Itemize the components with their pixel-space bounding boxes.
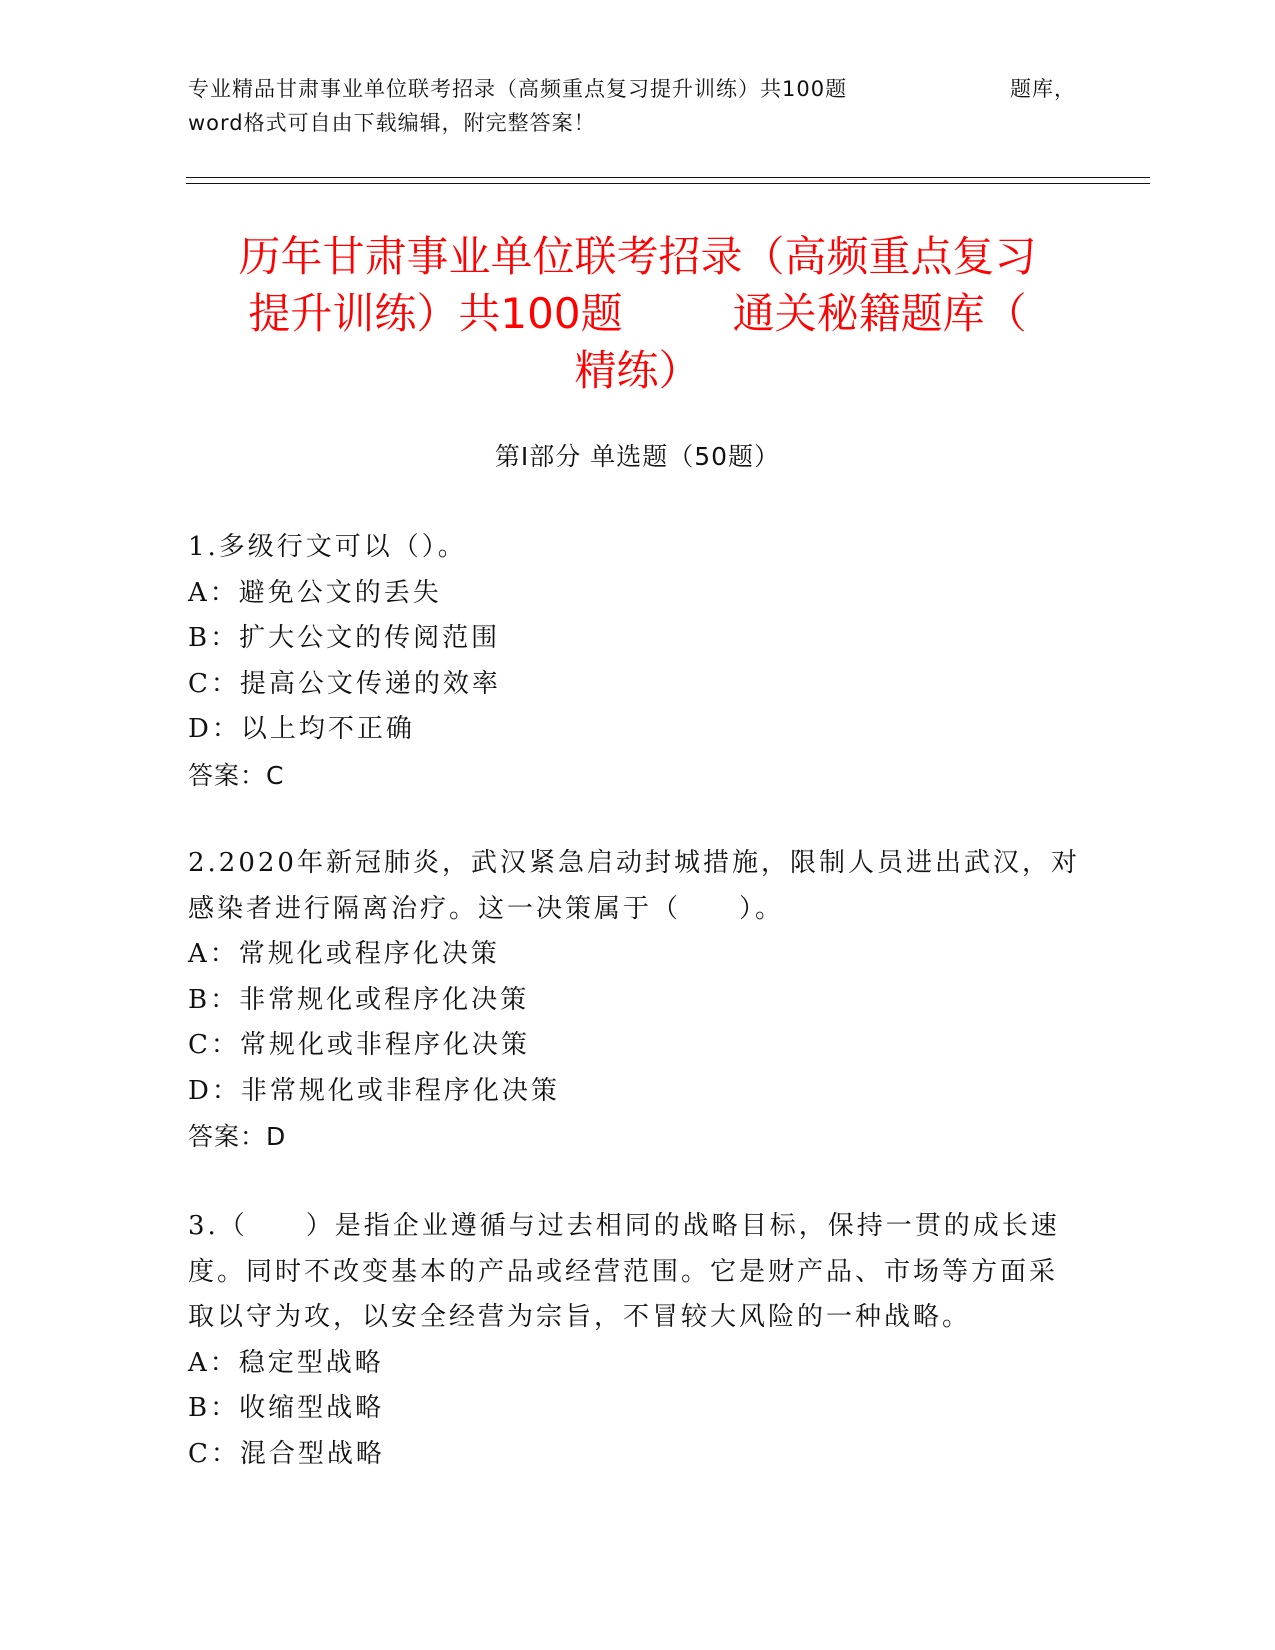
header-divider-top [186, 177, 1150, 178]
question-stem: 2.2020年新冠肺炎，武汉紧急启动封城措施，限制人员进出武汉，对 [188, 848, 1080, 878]
option-a: A：常规化或程序化决策 [188, 939, 500, 969]
header-line-1: 专业精品甘肃事业单位联考招录（高频重点复习提升训练）共100题 [188, 77, 848, 101]
document-title [150, 228, 1125, 399]
header-line-1-right: 题库， [1010, 77, 1076, 101]
option-c: C：混合型战略 [188, 1438, 385, 1469]
title-line-2 [150, 285, 1125, 342]
option-b: B：扩大公文的传阅范围 [188, 623, 501, 653]
question-stem: 取以守为攻，以安全经营为宗旨，不冒较大风险的一种战略。 [188, 1302, 972, 1332]
option-d: D：非常规化或非程序化决策 [188, 1075, 560, 1106]
option-c: C：提高公文传递的效率 [188, 668, 501, 699]
title-line-1: 历年甘肃事业单位联考招录（高频重点复习 [238, 232, 1037, 281]
option-b: B：收缩型战略 [188, 1393, 385, 1423]
question-stem: 感染者进行隔离治疗。这一决策属于（ ）。 [188, 893, 785, 924]
option-a: A：稳定型战略 [188, 1347, 384, 1378]
section-title: 第I部分 单选题（50题） [494, 442, 781, 471]
question-2 [188, 841, 1080, 1160]
question-stem: 度。同时不改变基本的产品或经营范围。它是财产品、市场等方面采 [188, 1256, 1059, 1287]
header-line-2: word格式可自由下载编辑，附完整答案！ [188, 111, 596, 135]
question-1 [188, 525, 1068, 798]
title-line-3: 精练） [574, 346, 701, 395]
answer: 答案：D [188, 1122, 287, 1151]
title-line-2-part-b: 通关秘籍题库（ [732, 289, 1027, 338]
option-a: A：避免公文的丢失 [188, 577, 442, 608]
question-stem: 1.多级行文可以（）。 [188, 532, 467, 562]
option-d: D：以上均不正确 [188, 714, 415, 744]
question-3 [188, 1204, 1068, 1477]
question-stem: 3.（ ）是指企业遵循与过去相同的战略目标，保持一贯的成长速 [188, 1211, 1060, 1241]
option-c: C：常规化或非程序化决策 [188, 1030, 530, 1060]
header-divider-bottom [186, 183, 1150, 184]
option-b: B：非常规化或程序化决策 [188, 984, 530, 1015]
answer: 答案：C [188, 760, 285, 790]
title-line-2-part-a: 提升训练）共100题 [248, 289, 623, 338]
